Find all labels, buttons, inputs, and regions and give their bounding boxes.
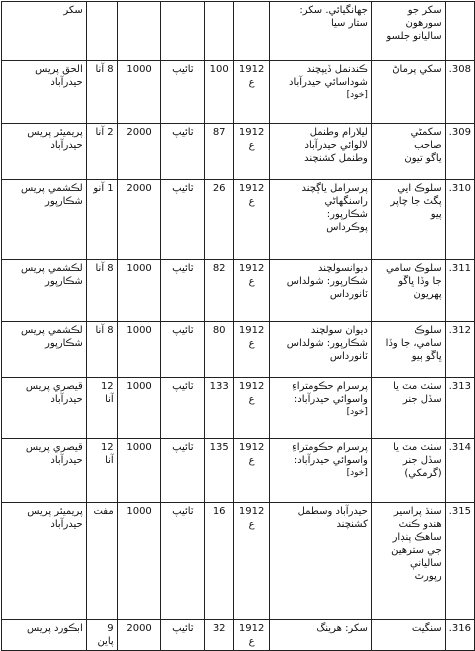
print-type-cell: ٽائيپ xyxy=(161,180,205,260)
press-cell xyxy=(2,180,87,260)
header-serial-cell xyxy=(445,2,474,61)
press-line: حيدرآباد xyxy=(50,394,83,405)
author-line: ديوانسولچند xyxy=(318,263,368,274)
price-cell: 8 آنا xyxy=(86,61,117,124)
title-cell xyxy=(371,322,445,378)
catalog-row xyxy=(2,61,475,124)
price-cell: 8 آنا xyxy=(86,260,117,322)
author-line: ديوان سولچند xyxy=(310,325,368,336)
catalog-table xyxy=(1,1,475,651)
serial-number-cell: .315 xyxy=(445,503,474,620)
header-title-line: سکر جو xyxy=(407,5,442,16)
serial-number-cell: .312 xyxy=(445,322,474,378)
author-line: لالوائي حيدرآباد xyxy=(304,140,368,151)
title-line: جا وڏا ڀاڱو xyxy=(398,276,442,287)
title-line: ياگو تيون xyxy=(404,153,442,164)
header-pages-cell xyxy=(205,2,234,61)
author-cell xyxy=(270,503,372,620)
author-line: حيدرآباد وسطمل xyxy=(297,506,368,517)
author-note: [خود] xyxy=(346,468,368,478)
print-type-cell: ٽائيپ xyxy=(161,378,205,439)
author-cell xyxy=(270,620,372,651)
pages-cell: 87 xyxy=(205,124,234,180)
copies-cell: 1000 xyxy=(117,439,161,503)
title-cell xyxy=(371,124,445,180)
title-cell xyxy=(371,378,445,439)
serial-number-cell: .310 xyxy=(445,180,474,260)
author-line: شوداسائي حيدرآباد xyxy=(289,77,368,88)
copies-cell: 1000 xyxy=(117,378,161,439)
catalog-row xyxy=(2,260,475,322)
press-line: حيدرآباد xyxy=(50,77,83,88)
year-cell: 1912 ع xyxy=(234,378,270,439)
press-line: شڪارپور xyxy=(45,276,83,287)
press-line: پريميئر پريس xyxy=(27,127,83,138)
catalog-row xyxy=(2,322,475,378)
header-author-cell xyxy=(270,2,372,61)
title-line: هندو ڪنٽ xyxy=(398,519,442,530)
print-type-cell: ٽائيپ xyxy=(161,439,205,503)
copies-cell: 1000 xyxy=(117,322,161,378)
year-cell: 1912 ع xyxy=(234,322,270,378)
press-cell xyxy=(2,260,87,322)
pages-cell: 100 xyxy=(205,61,234,124)
catalog-table-body xyxy=(2,2,475,651)
title-cell xyxy=(371,439,445,503)
title-line: سکمڻي xyxy=(410,127,442,138)
pages-cell: 82 xyxy=(205,260,234,322)
title-line: سنگيت xyxy=(411,623,442,634)
title-cell xyxy=(371,503,445,620)
header-title-cell xyxy=(371,2,445,61)
author-note: [خود] xyxy=(346,90,368,100)
catalog-row xyxy=(2,503,475,620)
press-line: شڪارپور xyxy=(45,338,83,349)
pages-cell: 16 xyxy=(205,503,234,620)
author-line: سکر: هرينگ xyxy=(316,623,368,634)
title-line: جي سترهين xyxy=(391,545,442,556)
print-type-cell: ٽائيپ xyxy=(161,503,205,620)
copies-cell: 2000 xyxy=(117,180,161,260)
author-line: شڪارپور: شولداس xyxy=(286,276,368,287)
copies-cell: 2000 xyxy=(117,124,161,180)
title-line: سنڌ پراسير xyxy=(393,506,442,517)
header-title-line: سورهون xyxy=(405,18,442,29)
serial-number-cell: .308 xyxy=(445,61,474,124)
title-line: پيو xyxy=(430,209,442,220)
title-line: سلوڪ ايي xyxy=(397,183,442,194)
author-cell xyxy=(270,180,372,260)
price-cell: 12 آنا xyxy=(86,439,117,503)
author-line: پوڪرداس xyxy=(326,222,368,233)
press-cell xyxy=(2,439,87,503)
year-cell: 1912 ع xyxy=(234,260,270,322)
press-line: ابڪورد پريس xyxy=(27,623,83,634)
title-line: (گرمکي) xyxy=(404,468,442,479)
author-line: ليلارام وطنمل xyxy=(309,127,368,138)
title-line: سامي، جا وڏا xyxy=(385,338,442,349)
year-cell: 1912 ع xyxy=(234,61,270,124)
author-line: شڪارپور: شولداس xyxy=(286,338,368,349)
title-line: پهريون xyxy=(413,289,442,300)
author-line: کشنچند xyxy=(336,519,368,530)
print-type-cell: ٽائيپ xyxy=(161,260,205,322)
press-cell xyxy=(2,124,87,180)
press-line: لڪشمي پريس xyxy=(20,325,83,336)
press-line: حيدرآباد xyxy=(50,519,83,530)
serial-number-cell: .311 xyxy=(445,260,474,322)
title-line: رپورٽ xyxy=(414,571,442,582)
header-press-cell xyxy=(2,2,87,61)
press-line: لڪشمي پريس xyxy=(20,263,83,274)
author-line: واسوائي حيدرآباد: xyxy=(293,394,368,405)
title-line: سٺٽ مٽ يا xyxy=(393,442,442,453)
author-line: واسوائي حيدرآباد: xyxy=(293,455,368,466)
year-cell: 1912 ع xyxy=(234,439,270,503)
author-line: ڪندنمل ڏيپچند xyxy=(306,64,368,75)
copies-cell: 1000 xyxy=(117,260,161,322)
catalog-row xyxy=(2,180,475,260)
copies-cell: 1000 xyxy=(117,61,161,124)
title-line: سڏل جنر xyxy=(402,455,442,466)
author-cell xyxy=(270,124,372,180)
press-line: قيصري پريس xyxy=(25,442,83,453)
header-press-text: سکر xyxy=(63,5,83,16)
header-author-line: جهانگيائي. سکر: xyxy=(299,5,368,16)
pages-cell: 32 xyxy=(205,620,234,651)
author-note: [خود] xyxy=(346,407,368,417)
author-line: وطنمل کشنچند xyxy=(304,153,368,164)
print-type-cell: ٽائيپ xyxy=(161,322,205,378)
title-line: سٺٽ مٽ يا xyxy=(393,381,442,392)
title-cell xyxy=(371,620,445,651)
pages-cell: 80 xyxy=(205,322,234,378)
header-row xyxy=(2,2,475,61)
serial-number-cell: .309 xyxy=(445,124,474,180)
title-line: سکي پرماڻ xyxy=(392,64,442,75)
press-line: حيدرآباد xyxy=(50,140,83,151)
title-line: ساليانې xyxy=(410,558,442,569)
header-copies-cell xyxy=(117,2,161,61)
pages-cell: 135 xyxy=(205,439,234,503)
author-line: ٽانورداس xyxy=(329,351,368,362)
press-cell xyxy=(2,322,87,378)
serial-number-cell: .314 xyxy=(445,439,474,503)
price-cell: 8 آنا xyxy=(86,322,117,378)
author-cell xyxy=(270,260,372,322)
press-line: شڪارپور xyxy=(45,196,83,207)
title-cell xyxy=(371,180,445,260)
press-line: الحق پريس xyxy=(35,64,83,75)
author-line: پرسرام حڪومتراءِ xyxy=(292,381,368,392)
price-cell: 1 آنو xyxy=(86,180,117,260)
press-cell xyxy=(2,378,87,439)
press-line: حيدرآباد xyxy=(50,455,83,466)
title-cell xyxy=(371,260,445,322)
serial-number-cell: .316 xyxy=(445,620,474,651)
catalog-row xyxy=(2,124,475,180)
price-cell: 2 آنا xyxy=(86,124,117,180)
title-line: سلوڪ xyxy=(414,325,442,336)
price-cell: 12 آنا xyxy=(86,378,117,439)
header-title-line: ساليانو جلسو xyxy=(386,31,442,42)
author-line: راسنگهاڻي xyxy=(324,196,368,207)
copies-cell: 1000 xyxy=(117,503,161,620)
print-type-cell: ٽائيپ xyxy=(161,124,205,180)
catalog-row xyxy=(2,439,475,503)
price-cell: 9 پاين xyxy=(86,620,117,651)
header-author-line: ستار سيا xyxy=(330,18,368,29)
title-line: پگٽ جا چاپر xyxy=(390,196,442,207)
print-type-cell: ٽائيپ xyxy=(161,620,205,651)
press-line: قيصري پريس xyxy=(25,381,83,392)
price-cell: مفت xyxy=(86,503,117,620)
year-cell: 1912 ع xyxy=(234,620,270,651)
author-cell xyxy=(270,378,372,439)
catalog-row xyxy=(2,378,475,439)
copies-cell: 2000 xyxy=(117,620,161,651)
title-line: ساهڪ پنڊار xyxy=(392,532,442,543)
press-cell xyxy=(2,503,87,620)
press-cell xyxy=(2,620,87,651)
title-cell xyxy=(371,61,445,124)
author-cell xyxy=(270,322,372,378)
year-cell: 1912 ع xyxy=(234,124,270,180)
author-line: پرسرامل ياڳچند xyxy=(301,183,368,194)
year-cell: 1912 ع xyxy=(234,180,270,260)
print-type-cell: ٽائيپ xyxy=(161,61,205,124)
header-year-cell xyxy=(234,2,270,61)
pages-cell: 133 xyxy=(205,378,234,439)
title-line: سڏل جنر xyxy=(402,394,442,405)
header-type-cell xyxy=(161,2,205,61)
catalog-row xyxy=(2,620,475,651)
title-line: سلوڪ سامي xyxy=(385,263,442,274)
author-line: شڪارپور: xyxy=(326,209,368,220)
press-cell xyxy=(2,61,87,124)
title-line: ڀاڱو ٻيو xyxy=(411,351,442,362)
press-line: لڪشمي پريس xyxy=(20,183,83,194)
author-cell xyxy=(270,439,372,503)
press-line: پريميئر پريس xyxy=(27,506,83,517)
author-line: پرسرام حڪومتراءِ xyxy=(292,442,368,453)
header-price-cell xyxy=(86,2,117,61)
serial-number-cell: .313 xyxy=(445,378,474,439)
author-cell xyxy=(270,61,372,124)
title-line: صاحب xyxy=(414,140,442,151)
author-line: ٽانورداس xyxy=(329,289,368,300)
year-cell: 1912 ع xyxy=(234,503,270,620)
pages-cell: 26 xyxy=(205,180,234,260)
